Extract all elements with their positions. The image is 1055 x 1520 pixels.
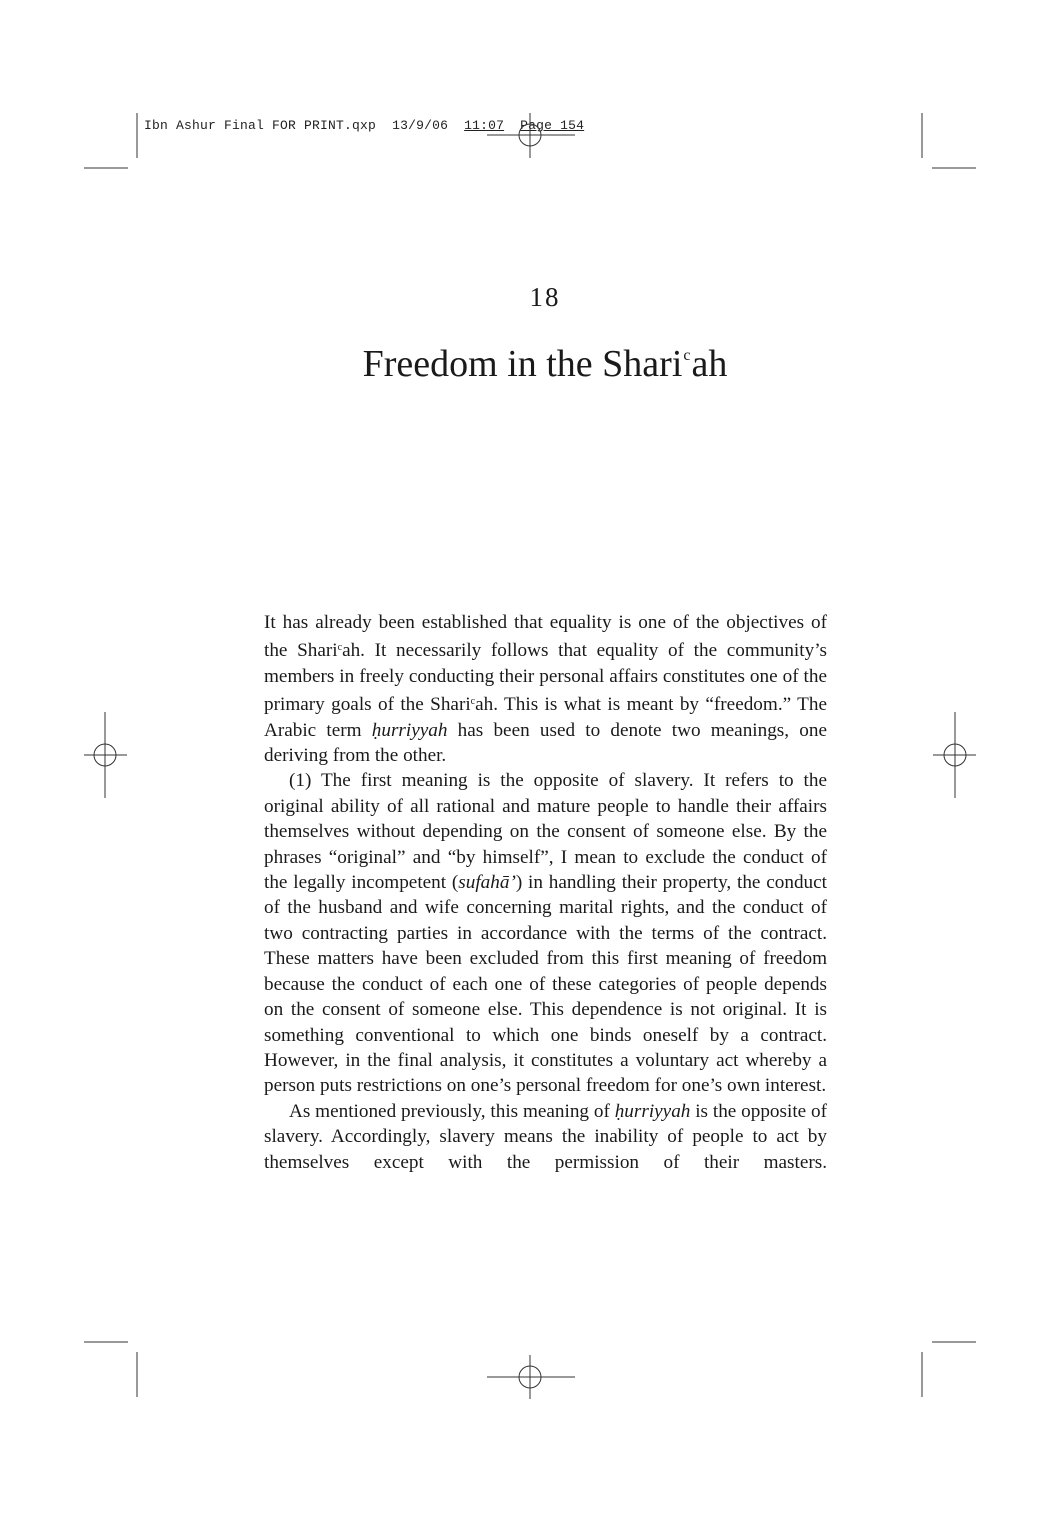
paragraph-2-text-a: (1) The first meaning is the opposite of slavery. It refers to the original ability of all rational and mature people to handle their affairs themselves without depending on the consent of someone else. By the phrases “original” and “by himself”, I mean to exclude the conduct of the legally incompetent ( xyxy=(264,770,827,894)
paragraph-3-text-a: As mentioned previously, this meaning of xyxy=(289,1100,615,1122)
chapter-title xyxy=(0,342,1055,386)
slug-page: Page 154 xyxy=(520,118,585,133)
ayn-mark: c xyxy=(683,347,691,364)
slug-file: Ibn Ashur Final FOR PRINT.qxp xyxy=(144,118,377,133)
paragraph-1-text-c: ah. This is what is meant by “freedom.” The Arabic term xyxy=(264,694,827,741)
paragraph-2 xyxy=(264,768,827,1098)
registration-mark-left xyxy=(84,712,127,798)
slug-date: 13/9/06 xyxy=(392,118,449,133)
paragraph-1 xyxy=(264,610,827,768)
paragraph-1-text-b: ah. It necessarily follows that equality of the community’s members in freely conducting their personal affairs constitutes one of the primary goals of the Shari xyxy=(264,640,827,716)
print-slug xyxy=(144,118,584,133)
chapter-title-text-2: ah xyxy=(691,343,728,385)
arabic-term: ḥurriyyah xyxy=(614,1100,691,1122)
registration-mark-bottom xyxy=(487,1355,575,1399)
registration-mark-right xyxy=(933,712,976,798)
paragraph-3-text-b: is the opposite of slavery. Accordingly, slavery means the inability of people to act by themselves except with the permission of their masters. xyxy=(264,1100,827,1173)
chapter-title-text-1: Freedom in the Shari xyxy=(362,343,683,385)
slug-time: 11:07 xyxy=(464,118,505,133)
ayn-mark: c xyxy=(470,696,476,708)
arabic-term: sufahā’ xyxy=(458,872,516,894)
paragraph-1-text-a: It has already been established that equality is one of the objectives of the Shari xyxy=(264,612,827,662)
chapter-number: 18 xyxy=(529,282,561,312)
paragraph-2-text-b: ) in handling their property, the conduct of the husband and wife concerning marital rights, and the conduct of two contracting parties in accordance with the terms of the contract. These matters have been excluded from this first meaning of freedom because the conduct of each one of these categories of people depends on the consent of someone else. This dependence is not original. It is something conventional to which one binds oneself by a contract. However, in the final analysis, it constitutes a voluntary act whereby a person puts restrictions on one’s personal freedom for one’s own interest. xyxy=(264,872,827,1097)
body-text xyxy=(264,610,827,1175)
ayn-mark: c xyxy=(337,642,343,654)
paragraph-1-text-d: has been used to denote two meanings, one deriving from the other. xyxy=(264,719,827,767)
paragraph-3 xyxy=(264,1099,827,1175)
arabic-term: ḥurriyyah xyxy=(371,719,448,741)
